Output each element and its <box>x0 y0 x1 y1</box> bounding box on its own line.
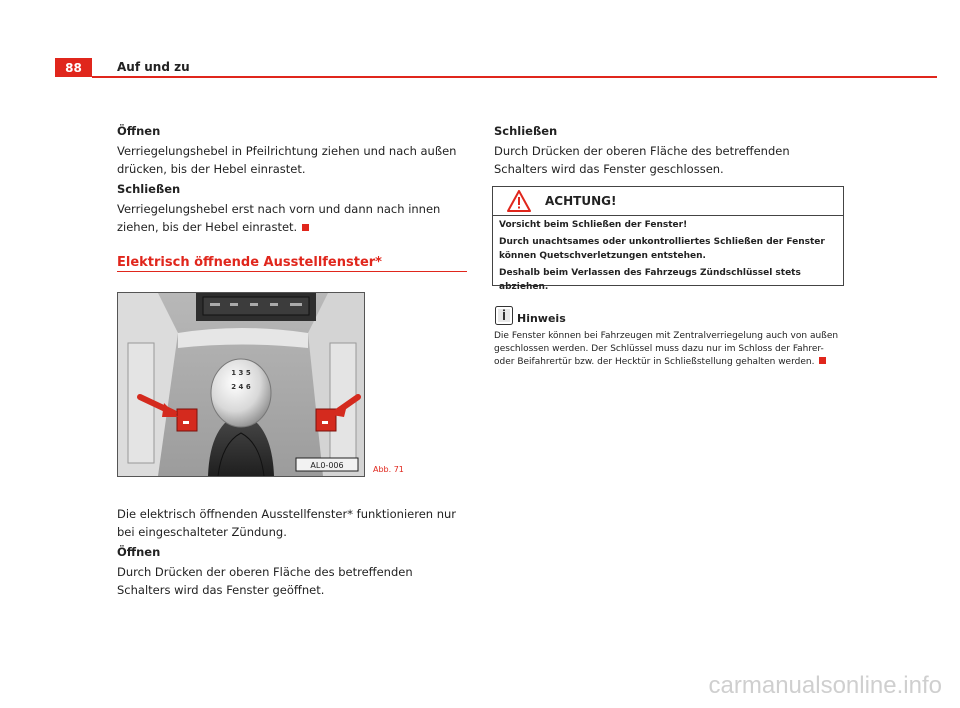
shift-pattern-bottom: 2 4 6 <box>231 383 251 391</box>
note-title: Hinweis <box>517 312 566 325</box>
section-rule <box>117 271 467 272</box>
figure-gear-shift <box>117 292 365 477</box>
paragraph-schliessen-right: Durch Drücken der oberen Fläche des betreffenden Schalters wird das Fenster geschlossen. <box>494 144 790 176</box>
warning-line-1: Vorsicht beim Schließen der Fenster! <box>499 220 688 230</box>
end-mark-icon <box>819 357 826 364</box>
warning-title: ACHTUNG! <box>545 194 617 208</box>
heading-oeffnen-2: Öffnen <box>117 545 161 559</box>
header-rule <box>92 76 937 78</box>
heading-oeffnen: Öffnen <box>117 124 161 138</box>
watermark: carmanualsonline.info <box>708 672 942 699</box>
paragraph-schliessen <box>117 200 467 236</box>
page-number: 88 <box>55 58 92 77</box>
heading-schliessen-right: Schließen <box>494 124 558 138</box>
warning-line-2: Durch unachtsames oder unkontrolliertes Schließen der Fenster können Quetschverletzungen entstehen. <box>499 237 825 261</box>
paragraph-oeffnen: Verriegelungshebel in Pfeilrichtung ziehen und nach außen drücken, bis der Hebel einrastet. <box>117 144 457 176</box>
section-title: Elektrisch öffnende Ausstellfenster* <box>117 255 382 270</box>
paragraph-schliessen-text: Verriegelungshebel erst nach vorn und dann nach innen ziehen, bis der Hebel einrastet. <box>117 202 441 234</box>
paragraph-intro: Die elektrisch öffnenden Ausstellfenster* funktionieren nur bei eingeschalteter Zündung. <box>117 507 457 539</box>
heading-schliessen: Schließen <box>117 182 181 196</box>
note-text <box>494 330 844 369</box>
end-mark-icon <box>302 224 309 231</box>
chapter-title: Auf und zu <box>117 60 190 74</box>
shift-pattern-top: 1 3 5 <box>231 369 251 377</box>
figure-tag: AL0-006 <box>310 461 344 470</box>
info-note-icon <box>495 306 513 325</box>
figure-caption: Abb. 71 <box>373 465 404 474</box>
note-text-body: Die Fenster können bei Fahrzeugen mit Zentralverriegelung auch von außen geschlossen werden. Der Schlüssel muss dazu nur im Schloss der Fahrer- oder Beifahrertür bzw. der Hecktür in Schließstellung gehalten werden. <box>494 331 839 367</box>
paragraph-oeffnen-2: Durch Drücken der oberen Fläche des betreffenden Schalters wird das Fenster geöffnet. <box>117 565 413 597</box>
warning-line-3: Deshalb beim Verlassen des Fahrzeugs Zündschlüssel stets abziehen. <box>499 268 801 292</box>
gear-shift-illustration <box>118 293 364 476</box>
warning-box <box>492 186 844 292</box>
warning-header <box>493 187 843 216</box>
warning-triangle-icon <box>507 190 531 212</box>
